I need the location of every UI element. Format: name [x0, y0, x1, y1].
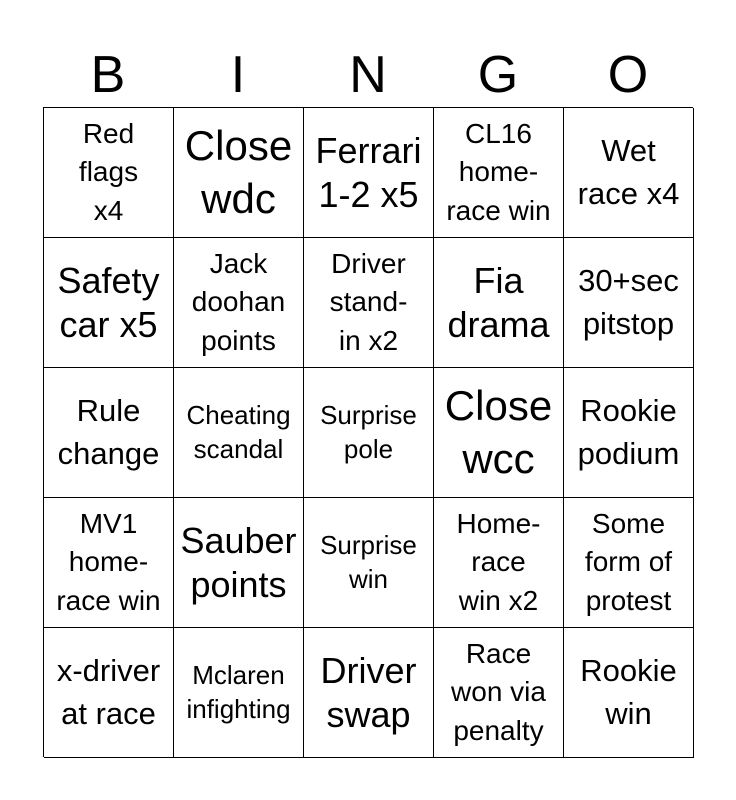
bingo-cell-r4c4[interactable]: Home- race win x2 — [434, 498, 564, 628]
bingo-cell-r5c1[interactable]: x-driver at race — [44, 628, 174, 758]
bingo-cell-r2c2[interactable]: Jack doohan points — [174, 238, 304, 368]
bingo-cell-r3c1[interactable]: Rule change — [44, 368, 174, 498]
bingo-cell-r5c5[interactable]: Rookie win — [564, 628, 694, 758]
bingo-cell-r4c1[interactable]: MV1 home- race win — [44, 498, 174, 628]
bingo-cell-r1c5[interactable]: Wet race x4 — [564, 108, 694, 238]
bingo-cell-r1c4[interactable]: CL16 home- race win — [434, 108, 564, 238]
bingo-cell-r2c1[interactable]: Safety car x5 — [44, 238, 174, 368]
bingo-cell-r2c3[interactable]: Driver stand- in x2 — [304, 238, 434, 368]
header-letter-g: G — [477, 46, 519, 104]
bingo-cell-r3c3[interactable]: Surprise pole — [304, 368, 434, 498]
bingo-cell-r1c3[interactable]: Ferrari 1-2 x5 — [304, 108, 434, 238]
header-letter-n: N — [349, 46, 387, 104]
bingo-cell-r1c1[interactable]: Red flags x4 — [44, 108, 174, 238]
bingo-cell-r5c3[interactable]: Driver swap — [304, 628, 434, 758]
bingo-cell-r1c2[interactable]: Close wdc — [174, 108, 304, 238]
header-letter-b: B — [90, 46, 126, 104]
bingo-cell-r5c4[interactable]: Race won via penalty — [434, 628, 564, 758]
bingo-grid — [43, 107, 693, 757]
bingo-cell-r4c3[interactable]: Surprise win — [304, 498, 434, 628]
bingo-cell-r3c5[interactable]: Rookie podium — [564, 368, 694, 498]
header-letter-o: O — [607, 46, 649, 104]
bingo-cell-r3c2[interactable]: Cheating scandal — [174, 368, 304, 498]
bingo-cell-r4c2[interactable]: Sauber points — [174, 498, 304, 628]
header-letter-i: I — [230, 46, 246, 104]
bingo-header — [43, 44, 693, 106]
bingo-cell-r2c5[interactable]: 30+sec pitstop — [564, 238, 694, 368]
bingo-cell-r3c4[interactable]: Close wcc — [434, 368, 564, 498]
bingo-cell-r2c4[interactable]: Fia drama — [434, 238, 564, 368]
bingo-cell-r4c5[interactable]: Some form of protest — [564, 498, 694, 628]
bingo-cell-r5c2[interactable]: Mclaren infighting — [174, 628, 304, 758]
